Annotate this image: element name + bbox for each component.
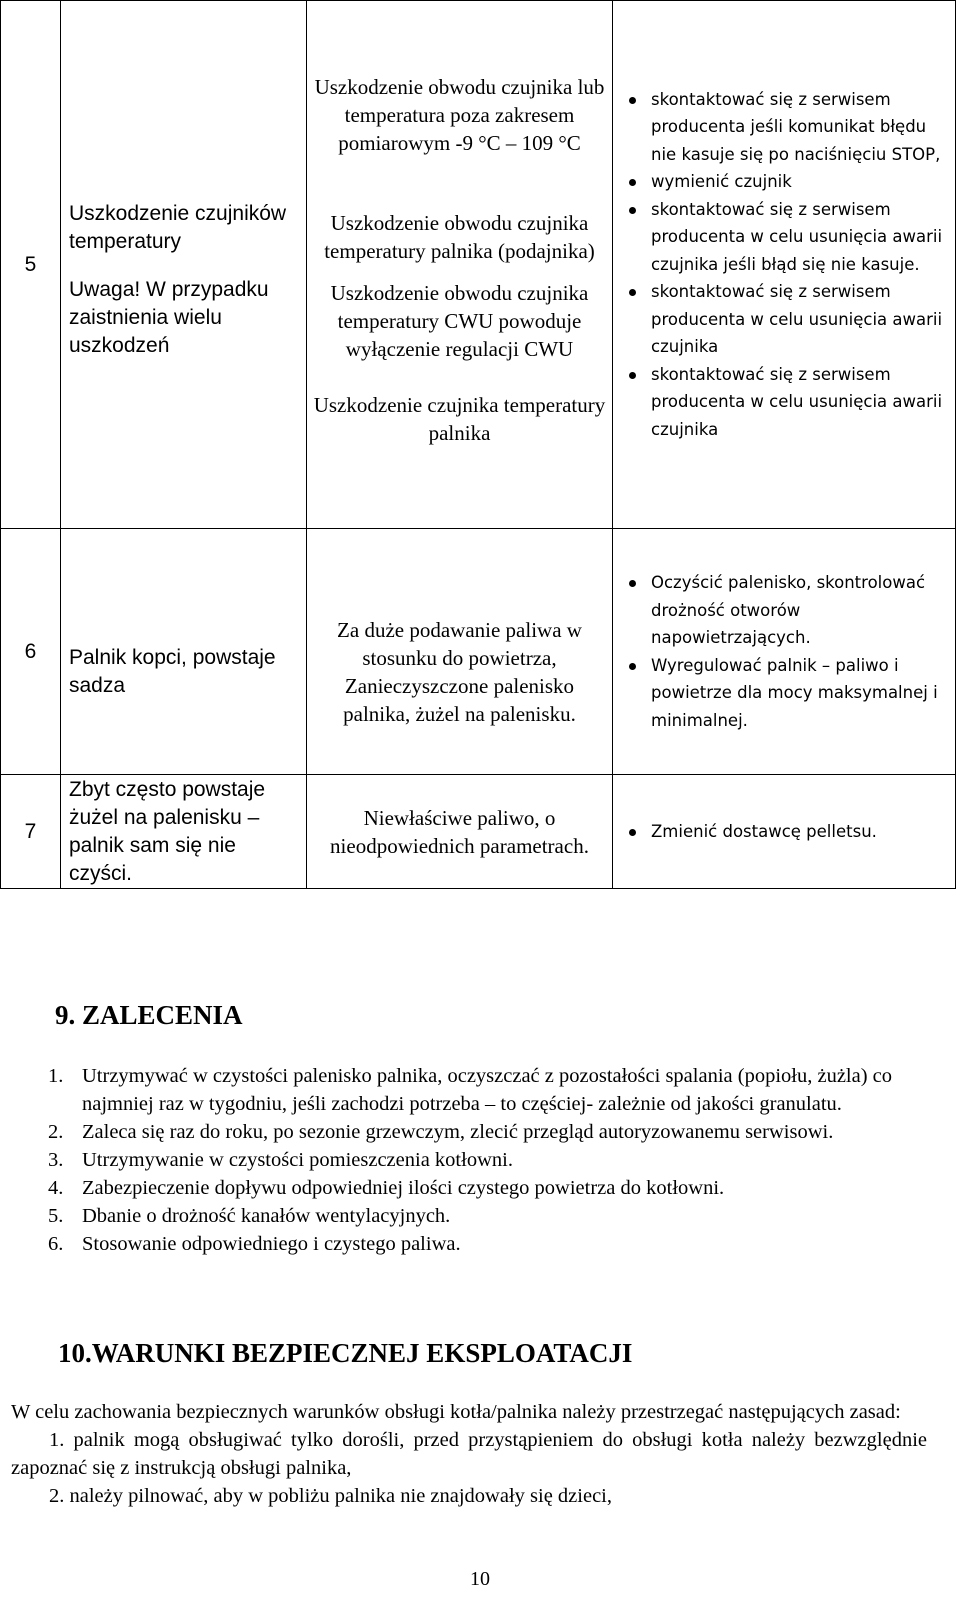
safety-intro: W celu zachowania bezpiecznych warunków obsługi kotła/palnika należy przestrzegać następujących zasad:: [11, 1401, 901, 1423]
fault-text: Zbyt często powstaje żużel na palenisku – palnik sam się nie czyści.: [69, 777, 266, 885]
list-item: skontaktować się z serwisem producenta w celu usunięcia awarii czujnika: [613, 361, 949, 444]
list-item: skontaktować się z serwisem producenta w celu usunięcia awarii czujnika: [613, 278, 949, 361]
list-item: 3. Utrzymywanie w czystości pomieszczenia kotłowni.: [48, 1149, 513, 1171]
bullet-icon: [629, 829, 636, 836]
page-number: 10: [470, 1568, 490, 1590]
list-item: skontaktować się z serwisem producenta jeśli komunikat błędu nie kasuje się po naciśnięciu STOP,: [613, 86, 949, 169]
bullet-icon: [629, 207, 636, 214]
section-heading-safety: 10.WARUNKI BEZPIECZNEJ EKSPLOATACJI: [58, 1338, 633, 1368]
action-cell: [613, 1, 956, 529]
bullet-icon: [629, 372, 636, 379]
fault-cell: [61, 775, 307, 889]
list-item: 2. należy pilnować, aby w pobliżu palnika nie znajdowały się dzieci,: [49, 1485, 612, 1507]
list-item: wymienić czujnik: [613, 168, 949, 196]
row-number: 5: [1, 1, 61, 529]
list-item: Oczyścić palenisko, skontrolować drożność otworów napowietrzających.: [613, 569, 949, 652]
cause-text: Za duże podawanie paliwa w stosunku do powietrza, Zanieczyszczone palenisko palnika, żużel na palenisku.: [337, 617, 582, 726]
action-cell: [613, 529, 956, 775]
list-item: 4. Zabezpieczenie dopływu odpowiedniej ilości czystego powietrza do kotłowni.: [48, 1177, 725, 1199]
bullet-icon: [629, 97, 636, 104]
section-heading-recommendations: 9. ZALECENIA: [55, 1000, 243, 1030]
row-number: 7: [1, 775, 61, 889]
table-row: [1, 1, 956, 529]
cause-cell: [307, 775, 613, 889]
list-item: 1. palnik mogą obsługiwać tylko dorośli, przed przystąpieniem do obsługi kotła należy bezwzględnie zapoznać się z instrukcją obsługi palnika,: [11, 1429, 927, 1479]
cause-text: Uszkodzenie czujnika temperatury palnika: [313, 392, 606, 445]
cause-text: Uszkodzenie obwodu czujnika temperatury CWU powoduje wyłączenie regulacji CWU: [330, 280, 589, 361]
fault-text: Uwaga! W przypadku zaistnienia wielu uszkodzeń: [69, 277, 269, 357]
bullet-icon: [629, 289, 636, 296]
list-item: 2. Zaleca się raz do roku, po sezonie grzewczym, zlecić przegląd autoryzowanemu serwisowi.: [48, 1121, 834, 1143]
cause-text: Uszkodzenie obwodu czujnika temperatury palnika (podajnika): [324, 210, 595, 263]
row-number: 6: [1, 529, 61, 775]
list-item: Wyregulować palnik – paliwo i powietrze dla mocy maksymalnej i minimalnej.: [613, 652, 949, 735]
list-item: Zmienić dostawcę pelletsu.: [613, 818, 949, 846]
fault-cell: [61, 1, 307, 529]
table-row: [1, 775, 956, 889]
list-item: 1. Utrzymywać w czystości palenisko palnika, oczyszczać z pozostałości spalania (popiołu, żużla) co najmniej raz w tygodniu, jeśli zachodzi potrzeba – to częściej- zależnie od jakości granulatu.: [48, 1065, 893, 1115]
recommendations-list: [48, 1062, 928, 1258]
fault-text: Palnik kopci, powstaje sadza: [69, 645, 276, 697]
action-list: [613, 818, 949, 846]
fault-cell: [61, 529, 307, 775]
table-row: [1, 529, 956, 775]
fault-text: Uszkodzenie czujników temperatury: [69, 201, 287, 253]
list-item: 5. Dbanie o drożność kanałów wentylacyjnych.: [48, 1205, 451, 1227]
action-list: [613, 86, 949, 444]
list-item: 6. Stosowanie odpowiedniego i czystego paliwa.: [48, 1233, 461, 1255]
cause-cell: [307, 1, 613, 529]
safety-section: [11, 1398, 927, 1510]
bullet-icon: [629, 179, 636, 186]
cause-text: Niewłaściwe paliwo, o nieodpowiednich parametrach.: [330, 805, 589, 858]
action-cell: [613, 775, 956, 889]
list-item: skontaktować się z serwisem producenta w celu usunięcia awarii czujnika jeśli błąd się nie kasuje.: [613, 196, 949, 279]
action-list: [613, 569, 949, 734]
bullet-icon: [629, 663, 636, 670]
bullet-icon: [629, 580, 636, 587]
cause-text: Uszkodzenie obwodu czujnika lub temperatura poza zakresem pomiarowym -9 °C – 109 °C: [314, 74, 605, 155]
cause-cell: [307, 529, 613, 775]
